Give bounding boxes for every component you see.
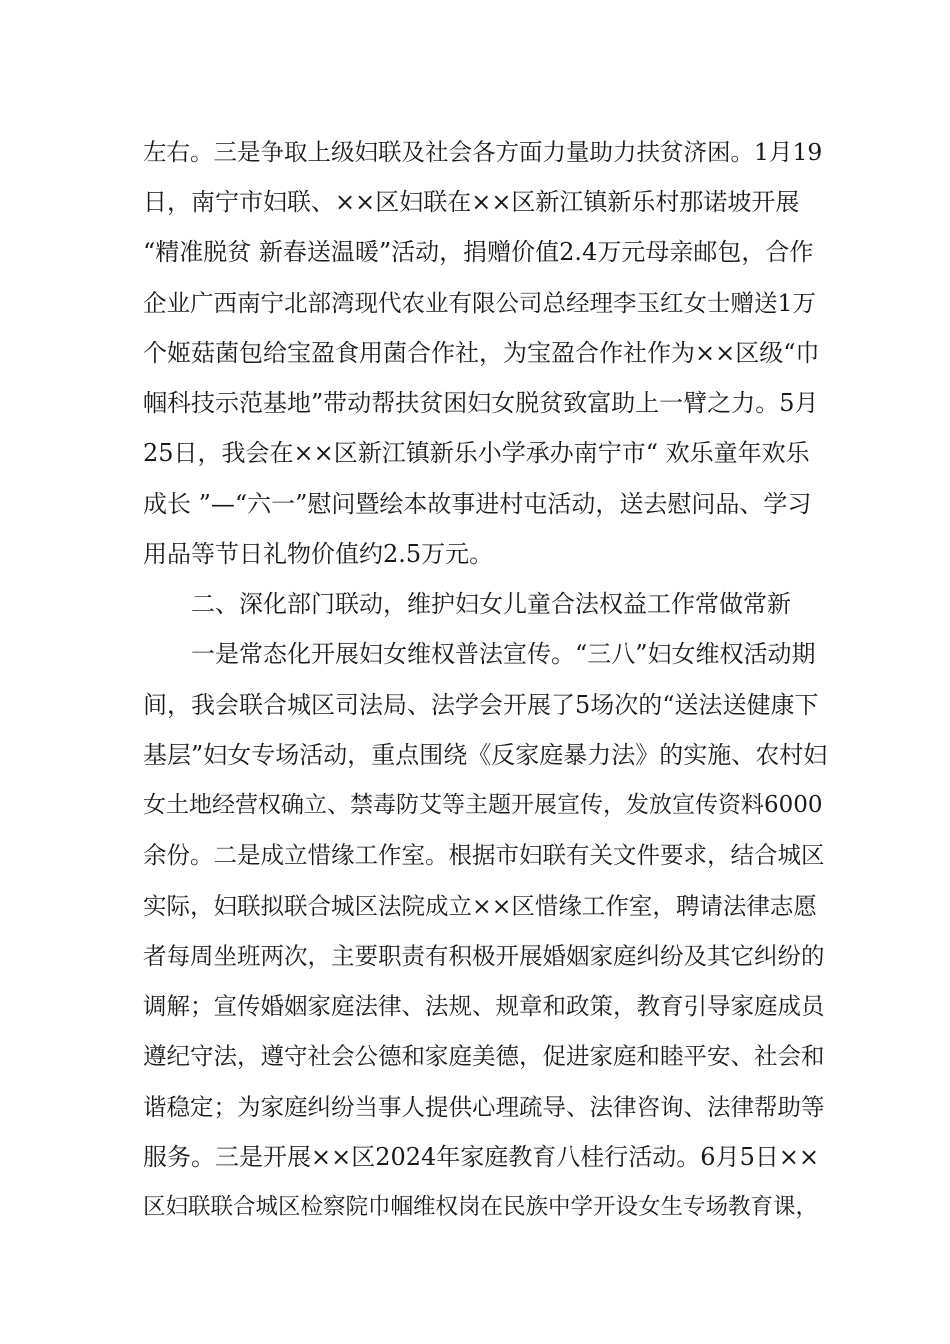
text-line: 帼科技示范基地”带动帮扶贫困妇女脱贫致富助上一臂之力。5月 xyxy=(143,389,819,417)
text-line: 成长 ”—“六一”慰问暨绘本故事进村屯活动，送去慰问品、学习 xyxy=(143,490,812,518)
text-line: 女土地经营权确立、禁毒防艾等主题开展宣传，发放宣传资料6000 xyxy=(143,792,823,818)
text-line: “精准脱贫 新春送温暖”活动，捐赠价值2.4万元母亲邮包，合作 xyxy=(143,238,814,266)
text-line: 者每周坐班两次，主要职责有积极开展婚姻家庭纠纷及其它纠纷的 xyxy=(143,942,825,970)
text-line: 间，我会联合城区司法局、法学会开展了5场次的“送法送健康下 xyxy=(143,691,819,719)
text-line: 25日，我会在××区新江镇新乐小学承办南宁市“ 欢乐童年欢乐 xyxy=(143,439,810,467)
text-line: 遵纪守法，遵守社会公德和家庭美德，促进家庭和睦平安、社会和 xyxy=(143,1042,825,1070)
text-line: 企业广西南宁北部湾现代农业有限公司总经理李玉红女士赠送1万 xyxy=(143,289,816,317)
text-line: 区妇联联合城区检察院巾帼维权岗在民族中学开设女生专场教育课， xyxy=(143,1194,819,1220)
text-line: 左右。三是争取上级妇联及社会各方面力量助力扶贫济困。1月19 xyxy=(143,138,823,166)
text-line: 余份。二是成立惜缘工作室。根据市妇联有关文件要求，结合城区 xyxy=(143,841,825,869)
paragraph-first-line: 一是常态化开展妇女维权普法宣传。“三八”妇女维权活动期 xyxy=(191,640,816,668)
text-line: 基层”妇女专场活动，重点围绕《反家庭暴力法》的实施、农村妇 xyxy=(143,741,828,769)
text-line: 调解；宣传婚姻家庭法律、法规、规章和政策，教育引导家庭成员 xyxy=(143,992,825,1020)
text-line: 日，南宁市妇联、××区妇联在××区新江镇新乐村那诺坡开展 xyxy=(143,188,800,216)
text-line: 谐稳定；为家庭纠纷当事人提供心理疏导、法律咨询、法律帮助等 xyxy=(143,1093,825,1121)
section-heading: 二、深化部门联动，维护妇女儿童合法权益工作常做常新 xyxy=(191,590,791,618)
text-line: 个姬菇菌包给宝盈食用菌合作社，为宝盈合作社作为××区级“巾 xyxy=(143,339,820,367)
text-line: 实际，妇联拟联合城区法院成立××区惜缘工作室，聘请法律志愿 xyxy=(143,892,817,920)
text-line: 服务。三是开展××区2024年家庭教育八桂行活动。6月5日×× xyxy=(143,1143,820,1171)
text-line: 用品等节日礼物价值约2.5万元。 xyxy=(143,540,494,568)
